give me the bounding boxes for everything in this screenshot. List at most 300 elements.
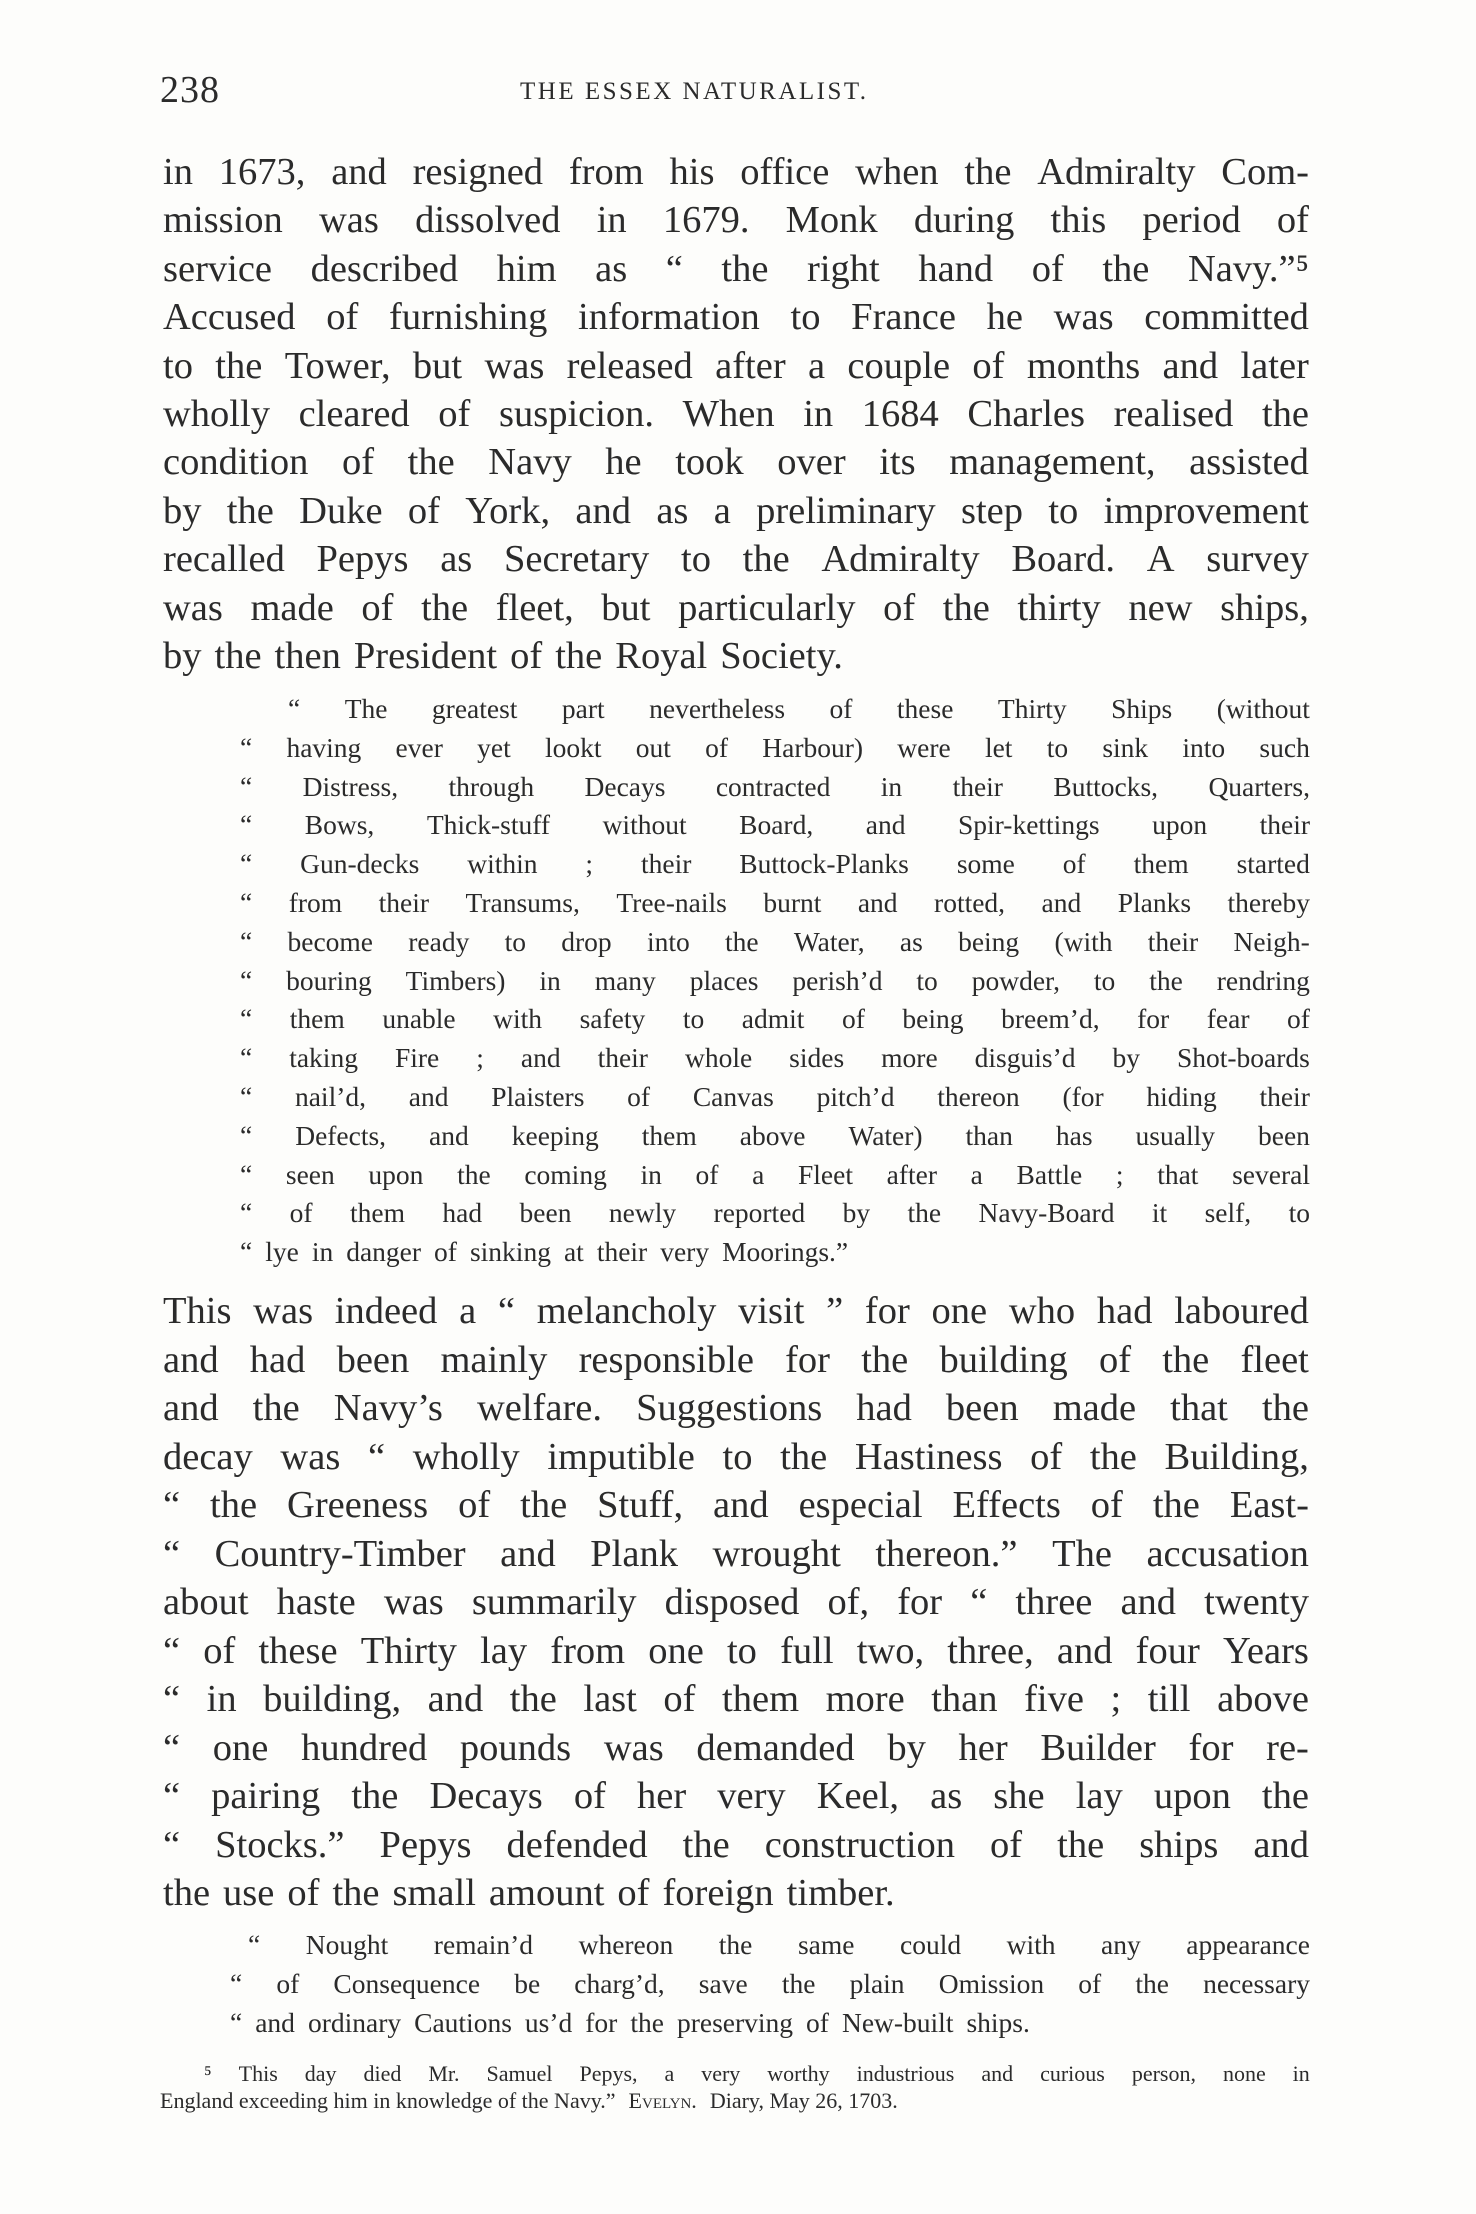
word: for (785, 1338, 831, 1381)
word: Effects (952, 1484, 1061, 1526)
word: as (656, 489, 689, 532)
word: “ (367, 1435, 386, 1478)
word: “ (240, 1236, 253, 1268)
word: out (635, 731, 671, 763)
word: Pepys, (579, 2061, 638, 2086)
word: with (493, 1003, 543, 1035)
block-quote-1 (240, 690, 1310, 1272)
word: from (550, 1629, 626, 1672)
text-line (230, 1964, 1310, 2003)
word: visit (738, 1290, 805, 1332)
word: till (1147, 1678, 1191, 1720)
word: sinking (469, 1236, 551, 1268)
word: committed (1144, 296, 1309, 339)
word: haste (276, 1581, 356, 1623)
word: from (568, 151, 644, 193)
word: Distress, (302, 770, 399, 802)
word: of (203, 1629, 236, 1672)
word: “ (230, 2007, 243, 2038)
word: the (226, 489, 274, 532)
word: assisted (1189, 441, 1309, 484)
word: some (956, 848, 1015, 880)
word: during (913, 199, 1015, 242)
word: preliminary (756, 489, 936, 532)
text-line (163, 1578, 1309, 1627)
word: being (958, 925, 1020, 957)
text-line (163, 196, 1309, 244)
word: “ (230, 1968, 243, 1999)
word: was (383, 1581, 444, 1623)
word: Buttock-Planks (739, 848, 909, 880)
word: 1679. (662, 199, 750, 242)
word: yet (477, 731, 511, 763)
word: accusation (1146, 1532, 1309, 1575)
word: of (458, 1484, 491, 1526)
word: plain (849, 1968, 905, 1999)
text-line (163, 1821, 1309, 1870)
word: responsible (578, 1338, 754, 1381)
word: of (407, 489, 440, 532)
word: of (276, 1968, 300, 1999)
block-quote-2 (230, 1925, 1310, 2042)
word: Cautions (414, 2007, 512, 2038)
word: York, (465, 489, 551, 532)
word: step (960, 489, 1024, 532)
word: Moorings.” (722, 1236, 849, 1268)
word: than (965, 1119, 1013, 1151)
word: “ (248, 1929, 261, 1960)
word: about (163, 1581, 249, 1623)
word: Mr. (428, 2061, 460, 2086)
word: upon (1152, 809, 1208, 841)
word: of (434, 1236, 457, 1268)
word: Ships (1111, 693, 1173, 724)
word: a (713, 489, 731, 532)
text-line (163, 1481, 1309, 1530)
word: the (942, 586, 990, 629)
word: and (981, 2061, 1014, 2086)
word: the (210, 1484, 258, 1526)
word: whole (684, 1042, 753, 1074)
word: lay (480, 1629, 528, 1672)
word: Navy (488, 441, 572, 484)
word: in (539, 964, 561, 996)
word: “ (240, 770, 253, 802)
word: disguis’d (974, 1042, 1076, 1074)
word: to (681, 538, 711, 581)
word: he (986, 296, 1023, 339)
word: the (742, 538, 790, 581)
word: a (459, 1290, 477, 1332)
word: him (496, 247, 557, 290)
word: ships. (966, 2007, 1030, 2038)
word: through (448, 770, 535, 802)
word: ; (1110, 1678, 1122, 1720)
word: imputible (547, 1435, 695, 1478)
word: their (378, 886, 430, 918)
word: their (1259, 809, 1310, 841)
word: suspicion. (498, 392, 655, 435)
word: improvement (1103, 489, 1309, 532)
word: one (648, 1629, 704, 1672)
word: When (682, 392, 775, 435)
word: nevertheless (649, 693, 786, 724)
word: to (1046, 731, 1069, 763)
word: several (1232, 1158, 1310, 1190)
word: the (1089, 1435, 1137, 1478)
word: by (163, 634, 202, 677)
word: Navy’s (333, 1387, 443, 1429)
word: them (289, 1003, 345, 1035)
word: very (717, 1775, 786, 1817)
word: necessary (1203, 1968, 1310, 1999)
word: but (412, 344, 463, 387)
word: hundred (301, 1726, 428, 1769)
word: could (899, 1929, 962, 1960)
word: Duke (299, 489, 383, 532)
word: full (780, 1629, 834, 1672)
page-number: 238 (160, 69, 220, 111)
text-line (240, 1039, 1310, 1078)
word: rotted, (934, 886, 1006, 918)
word: been (1257, 1119, 1310, 1151)
text-line (163, 1772, 1309, 1821)
word: the (682, 1823, 730, 1866)
word: Quarters, (1208, 770, 1310, 802)
word: the (781, 1968, 816, 1999)
word: for (897, 1581, 943, 1623)
word: over (777, 441, 846, 484)
word: last (583, 1678, 637, 1720)
word: it (1151, 1197, 1168, 1229)
word: (without (1216, 693, 1310, 724)
word: of (1062, 848, 1086, 880)
word: A (1146, 538, 1175, 581)
footnote-text: England exceeding him in knowledge of the Navy.” (160, 2088, 616, 2113)
word: Tree-nails (616, 886, 727, 918)
word: Years (1222, 1629, 1309, 1672)
word: as (595, 247, 628, 290)
word: ; (1115, 1158, 1124, 1190)
text-line (240, 768, 1310, 807)
word: survey (1206, 538, 1309, 581)
word: made (1052, 1387, 1137, 1429)
word: Pepys (316, 538, 409, 581)
word: “ (163, 1823, 181, 1866)
word: thereon.” (875, 1532, 1018, 1575)
word: and (500, 1532, 556, 1575)
word: them (722, 1678, 800, 1720)
word: the (630, 2007, 664, 2038)
word: office (740, 151, 830, 193)
word: powder, (971, 964, 1060, 996)
word: them (349, 1197, 405, 1229)
word: laboured (1174, 1290, 1309, 1332)
word: the (1135, 1968, 1169, 1999)
word: to (916, 964, 938, 996)
word: Stuff, (597, 1484, 684, 1526)
word: Admiralty (821, 538, 980, 581)
word: day (304, 2061, 337, 2086)
word: of (705, 731, 729, 763)
word: and (1041, 886, 1082, 918)
text-line (163, 1433, 1309, 1482)
word: that (1157, 1158, 1199, 1190)
word: the (725, 925, 759, 957)
word: worthy (767, 2061, 830, 2086)
text-line (163, 1287, 1309, 1336)
footnote-citation: Diary, May 26, 1703. (709, 2088, 898, 2113)
word: of (438, 392, 471, 435)
text-line (240, 1000, 1310, 1039)
text-line (163, 245, 1309, 293)
word: Fleet (797, 1158, 853, 1190)
word: to (504, 925, 526, 957)
word: and (331, 151, 387, 193)
word: Water) (848, 1119, 923, 1151)
word: of (1276, 199, 1309, 242)
word: wholly (163, 392, 270, 435)
word: in (640, 1158, 662, 1190)
word: more (881, 1042, 938, 1074)
word: usually (1135, 1119, 1215, 1151)
text-line (163, 342, 1309, 390)
word: very (701, 2061, 741, 2086)
word: of (617, 1872, 650, 1914)
word: the (332, 1872, 380, 1914)
text-line (240, 690, 1310, 729)
word: amount (488, 1872, 605, 1914)
word: was (603, 1726, 664, 1769)
word: right (807, 247, 880, 290)
word: Navy.”⁵ (1187, 247, 1309, 290)
word: four (1135, 1629, 1200, 1672)
word: by (1112, 1042, 1140, 1074)
text-line (163, 584, 1309, 632)
word: Tower, (284, 344, 391, 387)
word: been (945, 1387, 1019, 1429)
word: wrought (712, 1532, 841, 1575)
word: as (930, 1775, 963, 1817)
word: after (715, 344, 786, 387)
word: mainly (440, 1338, 548, 1381)
footnote-line (160, 2060, 1310, 2087)
word: but (601, 586, 651, 629)
word: Charles (967, 392, 1085, 435)
word: above (739, 1119, 806, 1151)
word: with (1006, 1929, 1056, 1960)
word: to (1288, 1197, 1310, 1229)
word: furnishing (389, 296, 548, 339)
word: pitch’d (816, 1080, 895, 1112)
running-head (160, 68, 1310, 118)
word: lay (1075, 1775, 1123, 1817)
word: Fire (394, 1042, 440, 1074)
text-line (163, 632, 1309, 680)
text-line (230, 2003, 1310, 2042)
word: the (861, 1338, 909, 1381)
word: as (440, 538, 473, 581)
word: Building, (1164, 1435, 1309, 1478)
text-line (163, 438, 1309, 486)
word: Spir-kettings (958, 809, 1100, 841)
word: 1673, (218, 151, 306, 193)
word: re- (1266, 1726, 1309, 1769)
word: as (899, 925, 923, 957)
word: by (163, 489, 202, 532)
word: has (1055, 1119, 1093, 1151)
word: Decays (429, 1775, 543, 1817)
word: Accused (163, 296, 296, 339)
word: Com- (1221, 151, 1309, 193)
word: and (408, 1080, 449, 1112)
word: perish’d (792, 964, 883, 996)
text-line (163, 1869, 1309, 1918)
word: ever (395, 731, 443, 763)
word: timber. (786, 1872, 895, 1914)
word: and (1120, 1581, 1177, 1623)
text-line (240, 1156, 1310, 1195)
word: seen (285, 1158, 335, 1190)
word: Secretary (503, 538, 650, 581)
word: welfare. (476, 1387, 602, 1429)
word: Neigh- (1233, 925, 1310, 957)
word: in (163, 151, 193, 193)
word: and (713, 1484, 769, 1526)
text-line (240, 806, 1310, 845)
word: same (797, 1929, 855, 1960)
word: more (825, 1678, 905, 1720)
word: fear (1206, 1003, 1250, 1035)
word: “ (665, 247, 683, 290)
word: use (223, 1872, 275, 1914)
word: was (253, 1290, 314, 1332)
word: realised (1113, 392, 1234, 435)
word: unable (382, 1003, 456, 1035)
word: “ (497, 1290, 516, 1332)
word: to (1093, 964, 1116, 996)
word: their (1259, 1080, 1310, 1112)
word: of (289, 1197, 313, 1229)
word: released (566, 344, 693, 387)
word: to (726, 1629, 757, 1672)
word: the (252, 1387, 300, 1429)
word: France (851, 296, 956, 339)
running-title: THE ESSEX NATURALIST. (520, 78, 869, 105)
word: nail’d, (294, 1080, 366, 1112)
word: condition (163, 441, 309, 484)
footnote-author: Evelyn. (628, 2088, 697, 2113)
word: their (597, 1042, 648, 1074)
word: of (829, 693, 853, 724)
word: information (578, 296, 760, 339)
word: of (806, 2007, 829, 2038)
word: be (514, 1968, 541, 1999)
word: “ (240, 1197, 253, 1229)
word: having (286, 731, 362, 763)
word: at (563, 1236, 584, 1268)
word: of (326, 296, 359, 339)
word: them (1133, 848, 1189, 880)
word: appearance (1186, 1929, 1310, 1960)
word: Water, (793, 925, 865, 957)
word: of (1287, 1003, 1310, 1035)
word: for (1137, 1003, 1170, 1035)
word: the (215, 344, 263, 387)
word: two, (856, 1629, 925, 1672)
text-line (163, 487, 1309, 535)
word: the (1261, 392, 1309, 435)
word: was (280, 1435, 341, 1478)
word: the (1149, 964, 1183, 996)
word: whereon (578, 1929, 674, 1960)
footnote (160, 2060, 1310, 2114)
word: Consequence (333, 1968, 481, 1999)
word: their (596, 1236, 648, 1268)
word: Decays (584, 770, 666, 802)
word: in (803, 392, 834, 435)
word: industrious (856, 2061, 955, 2086)
word: couple (847, 344, 951, 387)
word: Shot-boards (1176, 1042, 1310, 1074)
word: Navy-Board (978, 1197, 1115, 1229)
word: sink (1102, 731, 1149, 763)
word: into (646, 925, 690, 957)
word: and (857, 886, 898, 918)
word: ships, (1220, 586, 1309, 629)
word: to (682, 1003, 705, 1035)
word: contracted (715, 770, 831, 802)
word: she (993, 1775, 1045, 1817)
word: Hastiness (854, 1435, 1003, 1478)
word: and (865, 809, 906, 841)
word: curious (1040, 2061, 1105, 2086)
word: “ (240, 886, 253, 918)
word: particularly (678, 586, 856, 629)
word: to (790, 296, 821, 339)
word: described (310, 247, 459, 290)
word: sides (789, 1042, 845, 1074)
word: of (841, 1003, 865, 1035)
word: for (1188, 1726, 1234, 1769)
word: above (1217, 1678, 1309, 1720)
word: one (931, 1290, 988, 1332)
word: a (970, 1158, 983, 1190)
word: Thick-stuff (426, 809, 551, 841)
word: the (163, 1872, 211, 1914)
word: “ (163, 1678, 181, 1720)
word: in (311, 1236, 334, 1268)
word: died (363, 2061, 402, 2086)
word: thirty (1017, 586, 1101, 629)
word: had (856, 1387, 912, 1429)
word: many (594, 964, 656, 996)
word: of, (827, 1581, 870, 1623)
word: hand (918, 247, 994, 290)
word: “ (970, 1581, 988, 1623)
word: of (1030, 1435, 1063, 1478)
word: Samuel (486, 2061, 553, 2086)
word: building, (263, 1678, 402, 1720)
word: Suggestions (636, 1387, 823, 1429)
word: The (344, 693, 388, 724)
word: bouring (286, 964, 372, 996)
text-line (163, 1675, 1309, 1724)
text-line (163, 535, 1309, 583)
text-line (240, 1194, 1310, 1233)
word: were (897, 731, 951, 763)
word: resigned (412, 151, 544, 193)
